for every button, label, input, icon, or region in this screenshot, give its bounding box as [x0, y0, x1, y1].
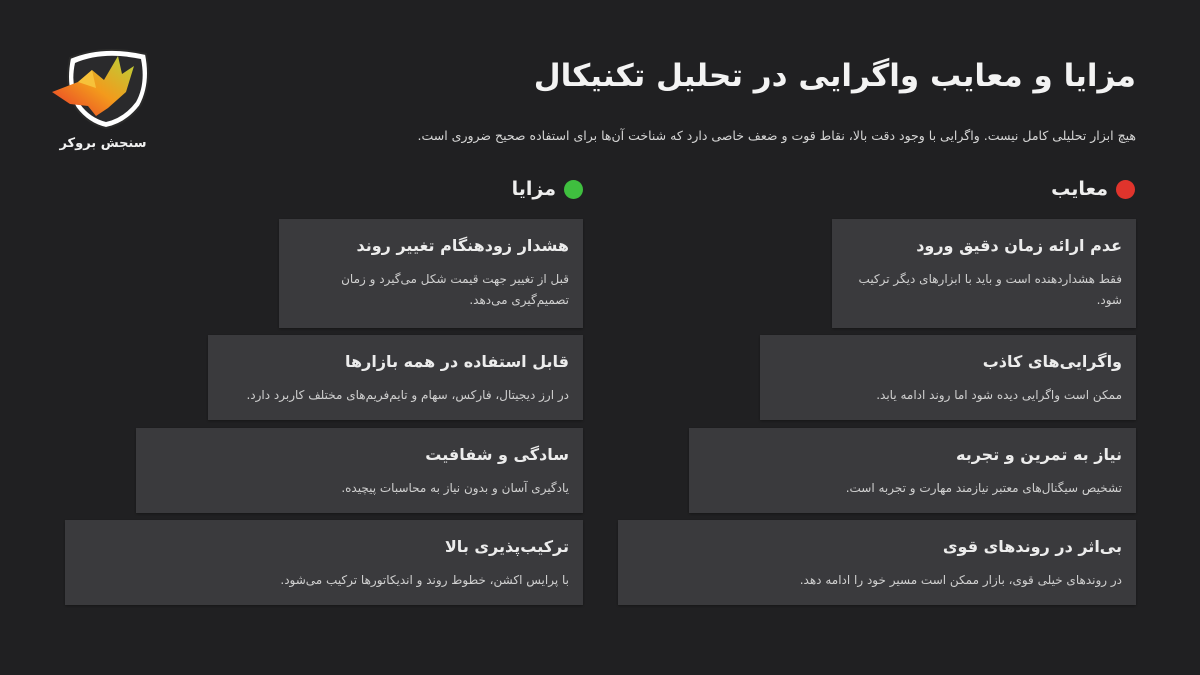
cons-card-title: نیاز به تمرین و تجربه	[956, 445, 1122, 464]
fox-shield-logo-icon	[48, 44, 158, 136]
pros-card-desc: یادگیری آسان و بدون نیاز به محاسبات پیچیده.	[341, 481, 569, 495]
pros-heading-label: مزایا	[511, 178, 556, 200]
pros-card-title: قابل استفاده در همه بازارها	[345, 352, 569, 371]
cons-heading	[1051, 178, 1135, 200]
cons-card-desc: تشخیص سیگنال‌های معتبر نیازمند مهارت و تجربه است.	[845, 481, 1122, 495]
pros-card-title: ترکیب‌پذیری بالا	[444, 537, 569, 556]
cons-card-title: عدم ارائه زمان دقیق ورود	[916, 236, 1122, 255]
pros-card-desc: در ارز دیجیتال، فارکس، سهام و تایم‌فریم‌های مختلف کاربرد دارد.	[246, 388, 569, 402]
green-circle-icon	[564, 180, 583, 199]
pros-card	[208, 335, 583, 420]
cons-card	[689, 428, 1136, 513]
cons-card	[832, 219, 1136, 328]
pros-card	[136, 428, 583, 513]
page-title: مزایا و معایب واگرایی در تحلیل تکنیکال	[533, 58, 1136, 94]
pros-card	[279, 219, 583, 328]
cons-card-title: واگرایی‌های کاذب	[982, 352, 1122, 371]
pros-card	[65, 520, 583, 605]
pros-heading	[512, 178, 583, 200]
cons-heading-label: معایب	[1051, 178, 1108, 200]
cons-card-desc: در روندهای خیلی قوی، بازار ممکن است مسیر خود را ادامه دهد.	[799, 573, 1122, 587]
cons-card	[760, 335, 1136, 420]
cons-card-desc: ممکن است واگرایی دیده شود اما روند ادامه یابد.	[876, 388, 1122, 402]
brand-logo	[48, 44, 158, 154]
pros-card-desc: با پرایس اکشن، خطوط روند و اندیکاتورها ترکیب می‌شود.	[280, 573, 569, 587]
cons-card-title: بی‌اثر در روندهای قوی	[942, 537, 1122, 556]
pros-card-title: سادگی و شفافیت	[425, 445, 569, 464]
brand-name: سنجش بروکر	[59, 136, 147, 151]
pros-card-desc: قبل از تغییر جهت قیمت شکل می‌گیرد و زمان تصمیم‌گیری می‌دهد.	[341, 272, 569, 307]
cons-card-desc: فقط هشداردهنده است و باید با ابزارهای دیگر ترکیب شود.	[858, 272, 1122, 307]
cons-card	[618, 520, 1136, 605]
red-circle-icon	[1116, 180, 1135, 199]
pros-card-title: هشدار زودهنگام تغییر روند	[356, 236, 569, 255]
page-subtitle: هیچ ابزار تحلیلی کامل نیست. واگرایی با وجود دقت بالا، نقاط قوت و ضعف خاصی دارد که شناخت آن‌ها برای استفاده صحیح ضروری است.	[417, 128, 1136, 143]
